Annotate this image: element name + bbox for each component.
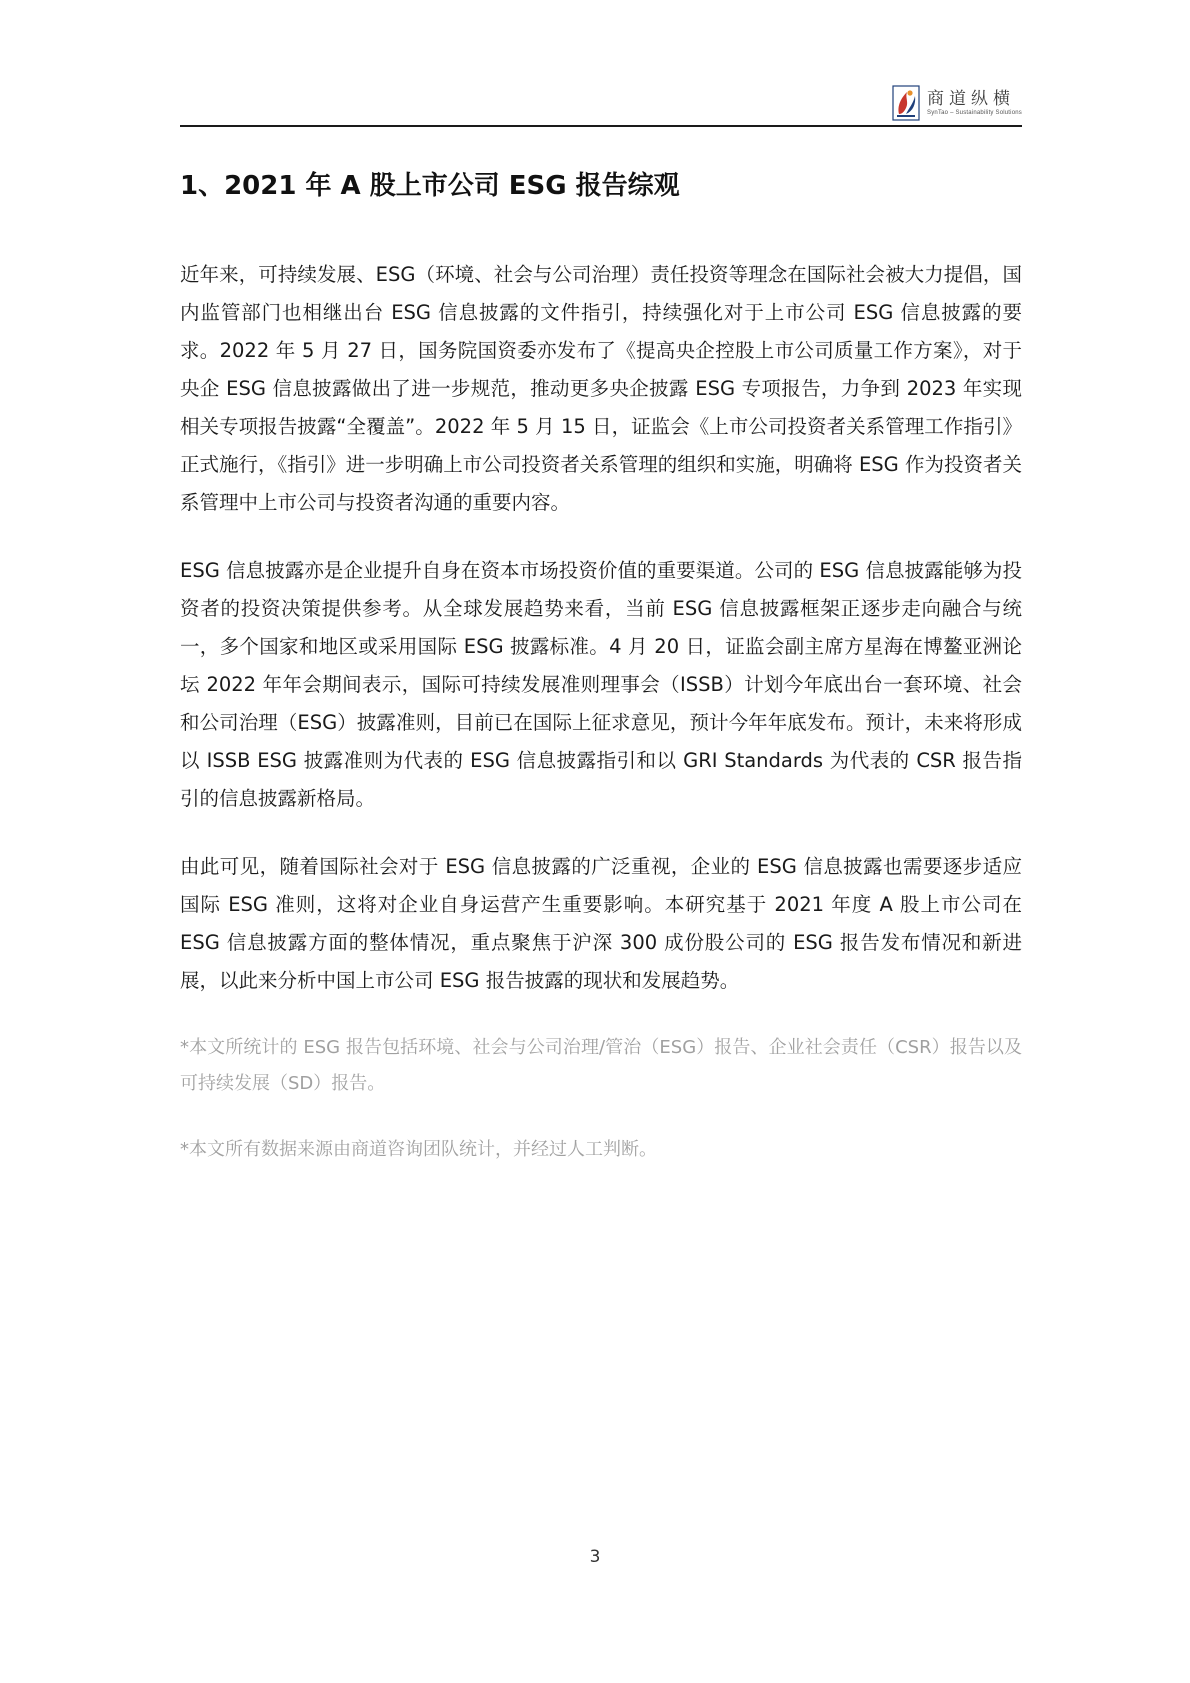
footnote-data-source: *本文所有数据来源由商道咨询团队统计，并经过人工判断。 (180, 1139, 657, 1160)
logo-emblem-icon (891, 84, 921, 122)
company-logo (891, 84, 1022, 122)
body-paragraph-2: ESG 信息披露亦是企业提升自身在资本市场投资价值的重要渠道。公司的 ESG 信息披露能够为投资者的投资决策提供参考。从全球发展趋势来看，当前 ESG 信息披露框架正逐步走向融合与统一，多个国家和地区或采用国际 ESG 披露标准。4 月 20 日，证监会副主席方星海在博鳌亚洲论坛 2022 年年会期间表示，国际可持续发展准则理事会（ISSB）计划今年底出台一套环境、社会和公司治理（ESG）披露准则，目前已在国际上征求意见，预计今年年底发布。预计，未来将形成以 ISSB ESG 披露准则为代表的 ESG 信息披露指引和以 GRI Standards 为代表的 CSR 报告指引的信息披露新格局。 (180, 559, 1022, 810)
logo-english-name: SynTao – Sustainability Solutions (927, 110, 1022, 116)
body-paragraph-1: 近年来，可持续发展、ESG（环境、社会与公司治理）责任投资等理念在国际社会被大力提倡，国内监管部门也相继出台 ESG 信息披露的文件指引，持续强化对于上市公司 ESG 信息披露的要求。2022 年 5 月 27 日，国务院国资委亦发布了《提高央企控股上市公司质量工作方案》，对于央企 ESG 信息披露做出了进一步规范，推动更多央企披露 ESG 专项报告，力争到 2023 年实现相关专项报告披露“全覆盖”。2022 年 5 月 15 日，证监会《上市公司投资者关系管理工作指引》正式施行，《指引》进一步明确上市公司投资者关系管理的组织和实施，明确将 ESG 作为投资者关系管理中上市公司与投资者沟通的重要内容。 (180, 263, 1022, 514)
document-body (180, 256, 1022, 1198)
section-title: 1、2021 年 A 股上市公司 ESG 报告综观 (180, 171, 680, 201)
page-header (180, 80, 1022, 126)
body-paragraph-3: 由此可见，随着国际社会对于 ESG 信息披露的广泛重视，企业的 ESG 信息披露也需要逐步适应国际 ESG 准则，这将对企业自身运营产生重要影响。本研究基于 2021 年度 A 股上市公司在 ESG 信息披露方面的整体情况，重点聚焦于沪深 300 成份股公司的 ESG 报告发布情况和新进展，以此来分析中国上市公司 ESG 报告披露的现状和发展趋势。 (180, 855, 1022, 992)
footnote-scope: *本文所统计的 ESG 报告包括环境、社会与公司治理/管治（ESG）报告、企业社会责任（CSR）报告以及可持续发展（SD）报告。 (180, 1037, 1022, 1094)
header-divider (180, 125, 1022, 127)
logo-chinese-name: 商道纵横 (927, 89, 1015, 109)
page-number: 3 (589, 1547, 601, 1567)
